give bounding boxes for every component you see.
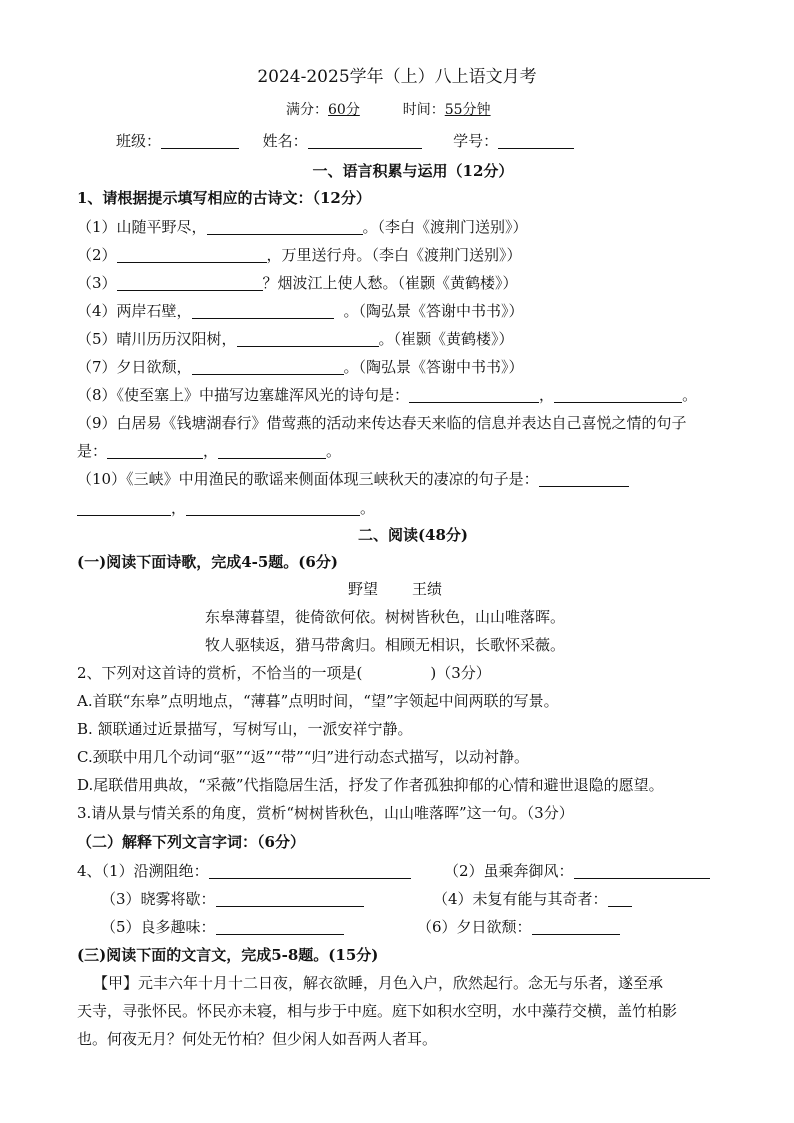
section1-heading: 一、语言积累与运用（12分） — [312, 162, 514, 180]
vocab-row-2 — [101, 888, 364, 910]
fill-item-text: （2） — [77, 246, 117, 264]
vocab-item: （2）虽乘奔御风： — [444, 862, 574, 880]
answer-blank[interactable] — [186, 499, 360, 516]
comma: ， — [203, 442, 219, 460]
part1-title: (一)阅读下面诗歌，完成4-5题。(6分) — [77, 553, 338, 571]
period: 。 — [326, 442, 342, 460]
fill-item-source: 。（李白《渡荆门送别》） — [362, 218, 528, 236]
comma: ， — [539, 386, 555, 404]
period: 。 — [682, 386, 698, 404]
poem-line-1: 东皋薄暮望，徙倚欲何依。树树皆秋色，山山唯落晖。 — [205, 608, 566, 626]
answer-blank[interactable] — [117, 246, 267, 263]
fill-item-8 — [77, 384, 697, 406]
fill-item-5 — [77, 328, 514, 350]
vocab-item: （5）良多趣味： — [101, 918, 216, 936]
part2-title: （二）解释下列文言字词：（6分） — [77, 833, 305, 851]
id-label: 学号： — [453, 132, 499, 150]
option-c: C.颈联中用几个动词“驱”“返”“带”“归”进行动态式描写，以动衬静。 — [77, 748, 530, 766]
period: 。 — [360, 499, 376, 517]
fill-item-text: （5）晴川历历汉阳树， — [77, 330, 237, 348]
part3-title: (三)阅读下面的文言文，完成5-8题。(15分) — [77, 946, 379, 964]
poem-line-2: 牧人驱犊返，猎马带禽归。相顾无相识，长歌怀采薇。 — [205, 636, 566, 654]
score-time-line — [286, 99, 491, 121]
name-field[interactable] — [308, 132, 422, 149]
answer-blank[interactable] — [237, 330, 379, 347]
question-number: 4、 — [77, 862, 102, 880]
section2-heading: 二、阅读(48分) — [357, 526, 469, 544]
option-b: B. 颔联通过近景描写，写树写山，一派安祥宁静。 — [77, 720, 413, 738]
fill-item-text: （7）夕日欲颓， — [77, 358, 192, 376]
exam-title: 2024-2025学年（上）八上语文月考 — [257, 67, 537, 87]
q1-title: 1、请根据提示填写相应的古诗文：（12分） — [77, 189, 371, 207]
poem-header — [348, 578, 442, 600]
class-field[interactable] — [161, 132, 239, 149]
vocab-item: （3）晓雾将歇： — [101, 890, 216, 908]
fill-item-source: ？烟波江上使人愁。（崔颢《黄鹤楼》） — [262, 274, 518, 292]
poem-title: 野望 — [348, 580, 379, 598]
answer-blank[interactable] — [216, 918, 344, 935]
question-text: 2、下列对这首诗的赏析，不恰当的一项是( — [77, 664, 363, 682]
answer-blank[interactable] — [192, 302, 334, 319]
fill-item-10 — [77, 468, 629, 490]
vocab-row-3b — [417, 916, 620, 938]
time-label: 时间： — [402, 102, 445, 118]
answer-blank[interactable] — [532, 918, 620, 935]
fill-item-2 — [77, 244, 522, 266]
fill-item-text: （3） — [77, 274, 117, 292]
answer-blank[interactable] — [117, 274, 263, 291]
vocab-item: （6）夕日欲颓： — [417, 918, 532, 936]
fill-item-9: （9）白居易《钱塘湖春行》借莺燕的活动来传达春天来临的信息并表达自己喜悦之情的句子 — [77, 414, 687, 432]
answer-blank[interactable] — [107, 442, 203, 459]
fill-item-3 — [77, 272, 518, 294]
score-value: 60分 — [328, 102, 360, 118]
fill-item-9-cont — [77, 440, 341, 462]
fill-item-source: ，万里送行舟。（李白《渡荆门送别》） — [266, 246, 522, 264]
option-a: A.首联“东皋”点明地点，“薄暮”点明时间，“望”字领起中间两联的写景。 — [77, 692, 559, 710]
fill-item-text: （8）《使至塞上》中描写边塞雄浑风光的诗句是： — [77, 386, 410, 404]
option-d: D.尾联借用典故，“采薇”代指隐居生活，抒发了作者孤独抑郁的心情和避世退隐的愿望。 — [77, 776, 664, 794]
fill-item-text: （4）两岸石壁， — [77, 302, 192, 320]
fill-item-1 — [77, 216, 528, 238]
answer-blank[interactable] — [77, 499, 171, 516]
vocab-row-1 — [77, 860, 411, 882]
passage-line-1: 【甲】元丰六年十月十二日夜，解衣欲睡，月色入户，欣然起行。念无与乐者，遂至承 — [93, 974, 664, 992]
answer-blank[interactable] — [409, 386, 539, 403]
fill-item-10-cont — [77, 497, 375, 519]
fill-item-text: （10）《三峡》中用渔民的歌谣来侧面体现三峡秋天的凄凉的句子是： — [77, 470, 539, 488]
time-value: 55分钟 — [444, 102, 491, 118]
passage-line-3: 也。何夜无月？何处无竹柏？但少闲人如吾两人者耳。 — [77, 1030, 438, 1048]
answer-blank[interactable] — [539, 470, 629, 487]
vocab-row-2b — [433, 888, 632, 910]
fill-item-text: （1）山随平野尽， — [77, 218, 207, 236]
answer-blank[interactable] — [216, 890, 364, 907]
score-label: 满分： — [286, 102, 328, 118]
fill-item-4 — [77, 300, 524, 322]
answer-blank[interactable] — [209, 862, 411, 879]
vocab-item: （1）沿溯阻绝： — [101, 862, 209, 880]
question-2 — [77, 662, 491, 684]
answer-blank[interactable] — [574, 862, 710, 879]
poem-author: 王绩 — [412, 580, 443, 598]
answer-blank[interactable] — [192, 358, 344, 375]
student-info-line — [116, 130, 574, 152]
fill-item-source: 。（崔颢《黄鹤楼》） — [378, 330, 514, 348]
answer-blank[interactable] — [218, 442, 326, 459]
fill-item-7 — [77, 356, 524, 378]
vocab-item: （4）未复有能与其奇者： — [433, 890, 608, 908]
fill-item-source: 。（陶弘景《答谢中书书》） — [343, 358, 524, 376]
fill-item-text: 是： — [77, 442, 108, 460]
fill-item-source: 。（陶弘景《答谢中书书》） — [343, 302, 524, 320]
question-points: )（3分） — [430, 664, 491, 682]
name-label: 姓名： — [262, 132, 308, 150]
question-3: 3.请从景与情关系的角度，赏析“树树皆秋色，山山唯落晖”这一句。（3分） — [77, 804, 574, 822]
comma: ， — [171, 499, 187, 517]
answer-blank[interactable] — [608, 890, 632, 907]
id-field[interactable] — [498, 132, 574, 149]
passage-line-2: 天寺，寻张怀民。怀民亦未寝，相与步于中庭。庭下如积水空明，水中藻荇交横，盖竹柏影 — [77, 1002, 678, 1020]
answer-blank[interactable] — [554, 386, 682, 403]
answer-blank[interactable] — [207, 218, 363, 235]
vocab-row-3 — [101, 916, 344, 938]
vocab-row-1b — [444, 860, 710, 882]
class-label: 班级： — [116, 132, 162, 150]
